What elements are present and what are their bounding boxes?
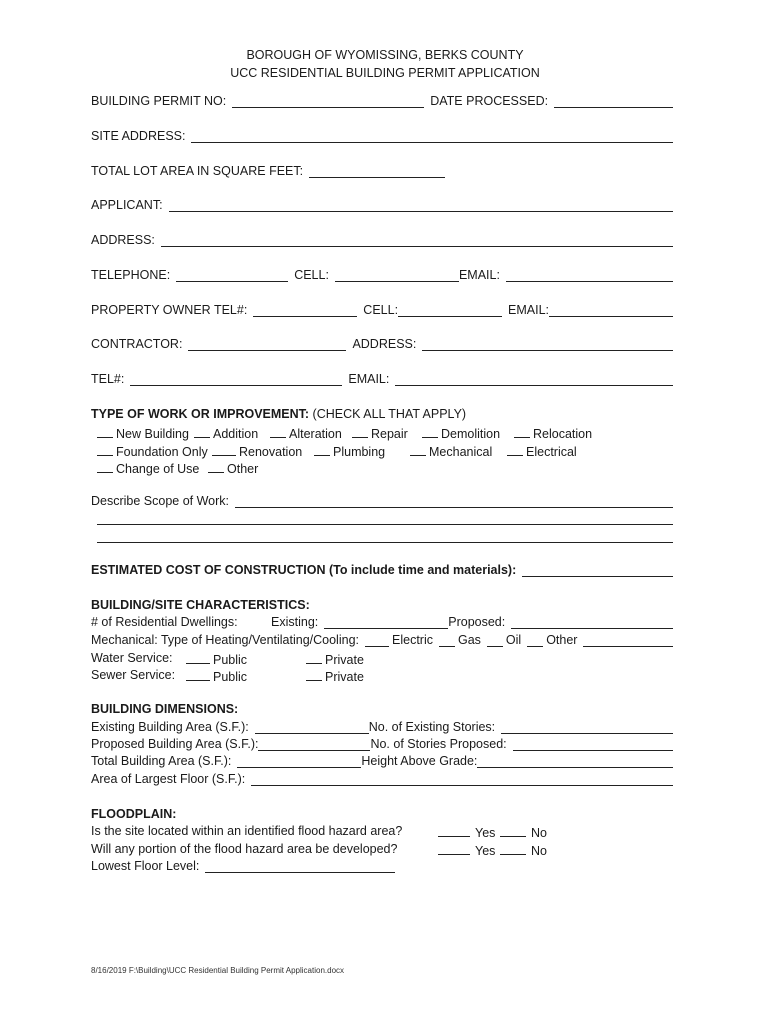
cell-field[interactable] (335, 269, 459, 282)
option-renovation[interactable]: Renovation (212, 443, 302, 459)
mech-electric-box[interactable] (365, 634, 389, 647)
borough-title: BOROUGH OF WYOMISSING, BERKS COUNTY (246, 48, 524, 62)
sewer-private-option[interactable]: Private (306, 668, 364, 684)
telephone-field[interactable] (176, 269, 288, 282)
water-public-option[interactable]: Public (186, 651, 247, 667)
estimated-cost-label: ESTIMATED COST OF CONSTRUCTION (To include time and materials): (91, 563, 517, 577)
document-footer: 8/16/2019 F:\Building\UCC Residential Building Permit Application.docx (91, 966, 345, 975)
address-label: ADDRESS: (91, 233, 155, 247)
tel-field[interactable] (130, 373, 342, 386)
mech-electric-label: Electric (392, 633, 433, 647)
date-processed-field[interactable] (554, 95, 673, 108)
flood-q2-no[interactable]: No (500, 842, 547, 858)
height-field[interactable] (477, 755, 673, 768)
total-lot-area-field[interactable] (309, 165, 445, 178)
proposed-dwellings-field[interactable] (511, 616, 673, 629)
total-area-field[interactable] (237, 755, 361, 768)
form-title: UCC RESIDENTIAL BUILDING PERMIT APPLICATION (230, 66, 540, 80)
scope-of-work-label: Describe Scope of Work: (91, 494, 230, 508)
existing-area-label: Existing Building Area (S.F.): (91, 720, 249, 734)
mechanical-label: Mechanical: Type of Heating/Ventilating/Cooling: (91, 633, 359, 647)
option-other[interactable]: Other (208, 460, 258, 476)
owner-cell-label: CELL: (363, 303, 399, 317)
estimated-cost-field[interactable] (522, 564, 673, 577)
proposed-stories-field[interactable] (513, 738, 673, 751)
site-address-field[interactable] (191, 130, 673, 143)
option-addition[interactable]: Addition (194, 425, 258, 441)
proposed-label: Proposed: (448, 615, 506, 629)
date-processed-label: DATE PROCESSED: (430, 94, 549, 108)
scope-of-work-field-1[interactable] (235, 495, 673, 508)
existing-label: Existing: (271, 615, 319, 629)
owner-email-field[interactable] (549, 304, 673, 317)
existing-stories-field[interactable] (501, 721, 673, 734)
proposed-area-label: Proposed Building Area (S.F.): (91, 737, 259, 751)
mech-oil-box[interactable] (487, 634, 503, 647)
option-plumbing[interactable]: Plumbing (314, 443, 385, 459)
option-change-of-use[interactable]: Change of Use (97, 460, 199, 476)
existing-area-field[interactable] (255, 721, 369, 734)
scope-of-work-field-3[interactable] (97, 530, 673, 543)
contractor-address-field[interactable] (422, 338, 673, 351)
contractor-label: CONTRACTOR: (91, 337, 183, 351)
tel-label: TEL#: (91, 372, 125, 386)
applicant-label: APPLICANT: (91, 198, 163, 212)
mech-oil-label: Oil (505, 633, 522, 647)
floodplain-heading: FLOODPLAIN: (91, 807, 177, 821)
mech-gas-label: Gas (457, 633, 481, 647)
contractor-email-label: EMAIL: (348, 372, 390, 386)
flood-q1-yes[interactable]: Yes (438, 824, 495, 840)
contractor-field[interactable] (188, 338, 346, 351)
water-private-option[interactable]: Private (306, 651, 364, 667)
building-permit-no-label: BUILDING PERMIT NO: (91, 94, 227, 108)
contractor-address-label: ADDRESS: (352, 337, 417, 351)
existing-dwellings-field[interactable] (324, 616, 448, 629)
option-new-building[interactable]: New Building (97, 425, 189, 441)
type-of-work-heading: TYPE OF WORK OR IMPROVEMENT: (CHECK ALL THAT APPLY) (91, 407, 467, 421)
lowest-floor-label: Lowest Floor Level: (91, 859, 200, 873)
characteristics-heading: BUILDING/SITE CHARACTERISTICS: (91, 598, 310, 612)
existing-stories-label: No. of Existing Stories: (368, 720, 496, 734)
option-demolition[interactable]: Demolition (422, 425, 500, 441)
mech-other-box[interactable] (527, 634, 543, 647)
email-label: EMAIL: (458, 268, 500, 282)
height-label: Height Above Grade: (361, 754, 478, 768)
mech-other-label: Other (546, 633, 578, 647)
option-alteration[interactable]: Alteration (270, 425, 342, 441)
telephone-label: TELEPHONE: (91, 268, 171, 282)
dwellings-label: # of Residential Dwellings: (91, 615, 238, 629)
option-mechanical[interactable]: Mechanical (410, 443, 492, 459)
total-area-label: Total Building Area (S.F.): (91, 754, 232, 768)
option-relocation[interactable]: Relocation (514, 425, 592, 441)
owner-cell-field[interactable] (398, 304, 502, 317)
flood-question-2: Will any portion of the flood hazard area be developed? (91, 842, 398, 856)
water-service-label: Water Service: (91, 651, 173, 665)
largest-floor-field[interactable] (251, 773, 673, 786)
scope-of-work-field-2[interactable] (97, 512, 673, 525)
option-electrical[interactable]: Electrical (507, 443, 577, 459)
property-owner-tel-label: PROPERTY OWNER TEL#: (91, 303, 248, 317)
building-permit-no-field[interactable] (232, 95, 424, 108)
owner-email-label: EMAIL: (508, 303, 550, 317)
option-foundation-only[interactable]: Foundation Only (97, 443, 208, 459)
sewer-service-label: Sewer Service: (91, 668, 176, 682)
mech-gas-box[interactable] (439, 634, 455, 647)
total-lot-area-label: TOTAL LOT AREA IN SQUARE FEET: (91, 164, 304, 178)
email-field[interactable] (506, 269, 673, 282)
sewer-public-option[interactable]: Public (186, 668, 247, 684)
address-field[interactable] (161, 234, 673, 247)
lowest-floor-field[interactable] (205, 860, 395, 873)
site-address-label: SITE ADDRESS: (91, 129, 186, 143)
applicant-field[interactable] (169, 199, 673, 212)
flood-q2-yes[interactable]: Yes (438, 842, 495, 858)
property-owner-tel-field[interactable] (253, 304, 357, 317)
dimensions-heading: BUILDING DIMENSIONS: (91, 702, 239, 716)
largest-floor-label: Area of Largest Floor (S.F.): (91, 772, 246, 786)
option-repair[interactable]: Repair (352, 425, 408, 441)
flood-question-1: Is the site located within an identified flood hazard area? (91, 824, 403, 838)
flood-q1-no[interactable]: No (500, 824, 547, 840)
proposed-stories-label: No. of Stories Proposed: (370, 737, 507, 751)
cell-label: CELL: (294, 268, 329, 282)
mech-other-field[interactable] (583, 634, 673, 647)
proposed-area-field[interactable] (258, 738, 370, 751)
contractor-email-field[interactable] (395, 373, 673, 386)
